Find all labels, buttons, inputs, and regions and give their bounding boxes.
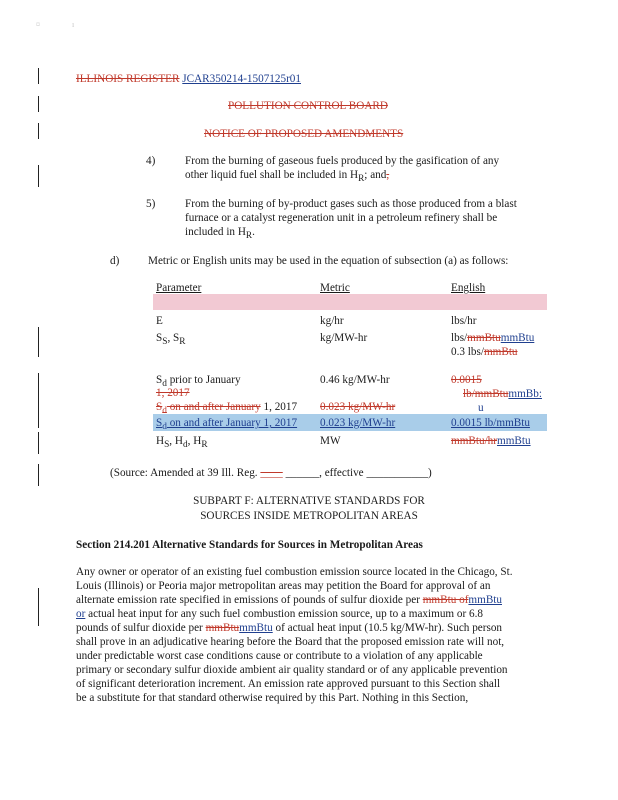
body-line: Louis (Illinois) or Peoria major metropolitan areas may petition the Board for approval of an (76, 580, 491, 592)
table-cell: 0.0015 lb/mmBtu (451, 417, 530, 429)
register-code: JCAR350214-1507125r01 (182, 73, 301, 85)
item-5-line: furnace or a catalyst regeneration unit in a petroleum refinery shall be (185, 212, 498, 224)
table-cell: 0.3 lbs/mmBtu (451, 346, 518, 358)
table-header-metric: Metric (320, 282, 350, 294)
table-cell: $S_S$, $S_R$ (156, 332, 186, 348)
body-line: Any owner or operator of an existing fuel combustion emission source located in the Chicago, St. (76, 566, 513, 578)
notice-title: NOTICE OF PROPOSED AMENDMENTS (204, 128, 404, 140)
revision-bar (38, 68, 39, 84)
body-line: pounds of sulfur dioxide per mmBtummBtu of actual heat input (10.5 kg/MW-hr). Such person (76, 622, 503, 634)
body-line: alternate emission rate specified in emissions of pounds of sulfur dioxide per mmBtu ofmmBtu (76, 594, 502, 606)
table-cell: $S_d$ prior to January (156, 374, 241, 390)
table-cell: $S_d$ on and after January 1, 2017 (156, 401, 298, 417)
item-5-line: included in $H_R$. (185, 226, 255, 242)
table-header-english: English (451, 282, 486, 294)
register-struck: ILLINOIS REGISTER (76, 73, 180, 85)
body-line: be a substitute for that standard otherwise required by this Part. Nothing in this Section, (76, 692, 469, 704)
table-cell: 1, 2017 (156, 387, 190, 399)
revision-bar (38, 327, 39, 357)
table-cell: lbs/mmBtummBtu (451, 332, 535, 344)
table-header-highlight (153, 294, 547, 310)
revision-bar (38, 165, 39, 187)
table-cell: 0.0015 (451, 374, 482, 386)
register-header (76, 72, 301, 87)
body-line: shall prove in an adjudicative hearing before the Board that the proposed emission rate will not, (76, 636, 505, 648)
body-line: or actual heat input for any such fuel combustion emission source, up to a maximum or 6.8 (76, 608, 484, 620)
table-cell: mmBtu/hrmmBtu (451, 435, 531, 447)
table-cell: u (478, 402, 484, 414)
item-d-number: d) (110, 255, 120, 267)
item-4-line: other liquid fuel shall be included in $H_R$; and, (185, 169, 390, 185)
table-header-parameter: Parameter (156, 282, 202, 294)
item-4-number: 4) (146, 155, 156, 167)
table-cell: 0.023 kg/MW-hr (320, 417, 396, 429)
item-5-line: From the burning of by-product gases such as those produced from a blast (185, 198, 517, 210)
revision-bar (38, 432, 39, 454)
table-cell: lbs/hr (451, 315, 477, 327)
item-5-number: 5) (146, 198, 156, 210)
table-cell: 0.023 kg/MW-hr (320, 401, 396, 413)
revision-bar (38, 588, 39, 626)
revision-bar (38, 464, 39, 486)
revision-bar (38, 373, 39, 428)
table-cell: kg/hr (320, 315, 344, 327)
table-cell: MW (320, 435, 341, 447)
board-title: POLLUTION CONTROL BOARD (228, 100, 388, 112)
table-cell: E (156, 315, 163, 327)
scan-mark: ı (72, 20, 75, 29)
table-cell: $S_d$ on and after January 1, 2017 (156, 417, 298, 433)
body-line: of significant deterioration increment. An emission rate approved pursuant to this Section shall (76, 678, 501, 690)
table-cell: 0.46 kg/MW-hr (320, 374, 390, 386)
revision-bar (38, 96, 39, 112)
revision-bar (38, 123, 39, 139)
subpart-subtitle: SOURCES INSIDE METROPOLITAN AREAS (200, 510, 418, 522)
item-d-text: Metric or English units may be used in the equation of subsection (a) as follows: (148, 255, 509, 267)
table-cell: $H_S$, $H_d$, $H_R$ (156, 435, 208, 451)
body-line: primary or secondary sulfur dioxide ambient air quality standard or of any applicable prevention (76, 664, 508, 676)
section-heading: Section 214.201 Alternative Standards for Sources in Metropolitan Areas (76, 539, 423, 551)
body-line: under predictable worst case conditions cause or contribute to a violation of any applicable (76, 650, 483, 662)
table-cell: lb/mmBtummBb: (463, 388, 542, 400)
item-4-line: From the burning of gaseous fuels produced by the gasification of any (185, 155, 500, 167)
source-note: (Source: Amended at 39 Ill. Reg. ____ ______, effective ___________) (110, 467, 432, 479)
table-cell: kg/MW-hr (320, 332, 368, 344)
scan-mark: ¤ (36, 20, 40, 29)
subpart-title: SUBPART F: ALTERNATIVE STANDARDS FOR (193, 495, 425, 507)
